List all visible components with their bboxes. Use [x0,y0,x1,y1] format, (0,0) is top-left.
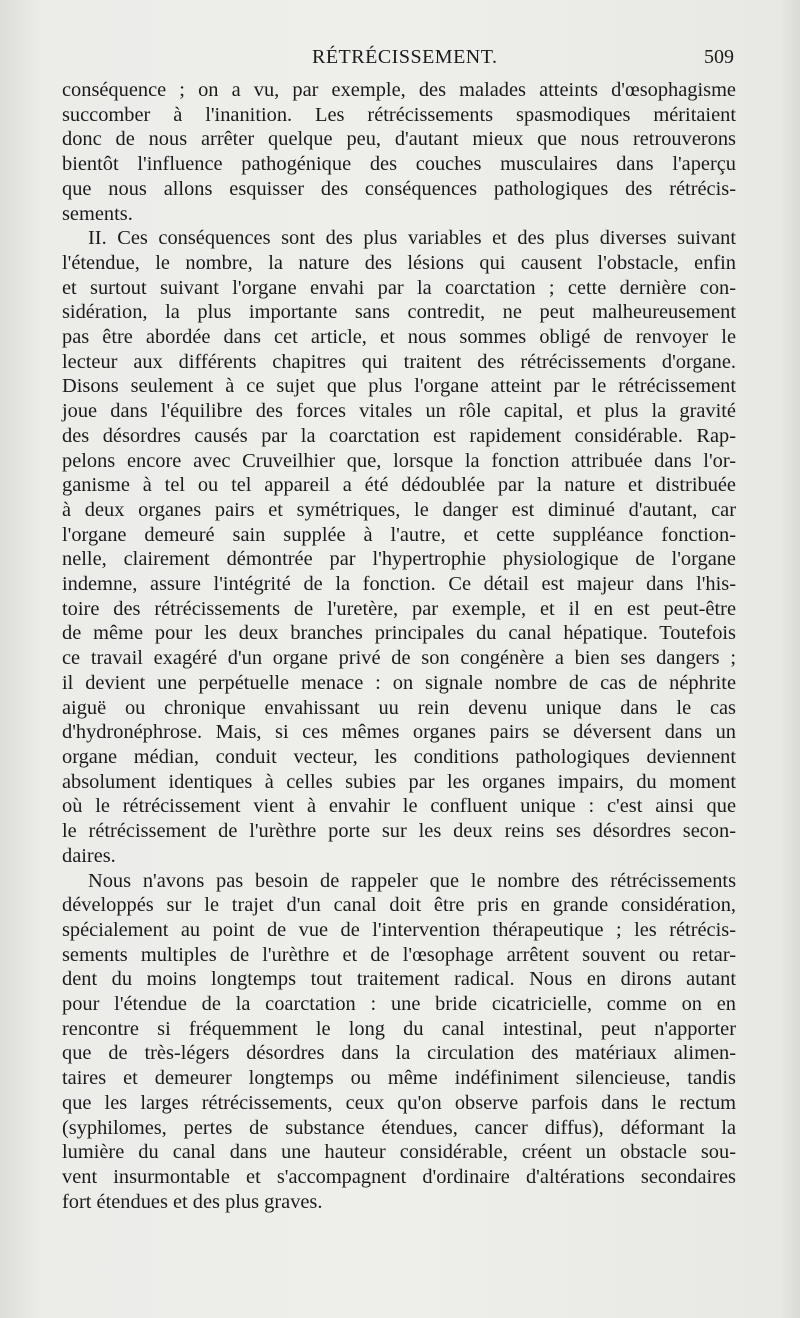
page-number: 509 [704,46,734,68]
text-line: le rétrécissement de l'urèthre porte sur les deux reins ses désordres secon- [62,820,736,843]
text-line: taires et demeurer longtemps ou même indéfiniment silencieuse, tandis [62,1067,736,1090]
text-line: des désordres causés par la coarctation est rapidement considérable. Rap- [62,424,736,447]
text-line: aiguë ou chronique envahissant uu rein devenu unique dans le cas [62,696,736,719]
text-line: l'étendue, le nombre, la nature des lésions qui causent l'obstacle, enfin [62,251,736,274]
text-line: II. Ces conséquences sont des plus variables et des plus diverses suivant [88,227,736,250]
text-line: Disons seulement à ce sujet que plus l'organe atteint par le rétrécissement [62,375,736,398]
text-line: d'hydronéphrose. Mais, si ces mêmes organes pairs se déversent dans un [62,721,736,744]
text-line: où le rétrécissement vient à envahir le confluent unique : c'est ainsi que [62,795,736,818]
page-header [62,46,734,74]
text-line: vent insurmontable et s'accompagnent d'ordinaire d'altérations secondaires [62,1165,736,1188]
text-line: il devient une perpétuelle menace : on signale nombre de cas de néphrite [62,671,736,694]
text-line: (syphilomes, pertes de substance étendues, cancer diffus), déformant la [62,1116,736,1139]
text-line: lumière du canal dans une hauteur considérable, créent un obstacle sou- [62,1141,736,1164]
text-line: de même pour les deux branches principales du canal hépatique. Toutefois [62,622,736,645]
text-line: conséquence ; on a vu, par exemple, des malades atteints d'œsophagisme [62,79,736,101]
text-line: pour l'étendue de la coarctation : une bride cicatricielle, comme on en [62,993,736,1016]
text-line: et surtout suivant l'organe envahi par la coarctation ; cette dernière con- [62,276,736,299]
text-line: bientôt l'influence pathogénique des couches musculaires dans l'aperçu [62,153,736,176]
text-line: organe médian, conduit vecteur, les conditions pathologiques deviennent [62,745,736,768]
body-text [62,78,736,1214]
text-line: fort étendues et des plus graves. [62,1190,323,1213]
text-line: dent du moins longtemps tout traitement radical. Nous en dirons autant [62,968,736,991]
paragraph-1 [62,78,736,226]
text-line: pelons encore avec Cruveilhier que, lorsque la fonction attribuée dans l'or- [62,449,736,472]
text-line: sidération, la plus importante sans contredit, ne peut malheureusement [62,301,736,324]
text-line: rencontre si fréquemment le long du canal intestinal, peut n'apporter [62,1017,736,1040]
text-line: nelle, clairement démontrée par l'hypertrophie physiologique de l'organe [62,548,736,571]
text-line: spécialement au point de vue de l'intervention thérapeutique ; les rétrécis- [62,918,736,941]
text-line: indemne, assure l'intégrité de la fonction. Ce détail est majeur dans l'his- [62,573,736,596]
text-line: sements. [62,202,133,225]
text-line: l'organe demeuré sain supplée à l'autre, et cette suppléance fonction- [62,523,736,546]
text-line: développés sur le trajet d'un canal doit être pris en grande considération, [62,894,736,917]
paragraph-2 [62,226,736,868]
text-line: ce travail exagéré d'un organe privé de son congénère a bien ses dangers ; [62,647,736,670]
text-line: que de très-légers désordres dans la circulation des matériaux alimen- [62,1042,736,1065]
text-line: donc de nous arrêter quelque peu, d'autant mieux que nous retrouverons [62,128,736,151]
text-line: Nous n'avons pas besoin de rappeler que le nombre des rétrécissements [88,869,736,892]
text-line: absolument identiques à celles subies par les organes impairs, du moment [62,770,736,793]
text-line: pas être abordée dans cet article, et nous sommes obligé de renvoyer le [62,326,736,349]
text-line: que les larges rétrécissements, ceux qu'on observe parfois dans le rectum [62,1091,736,1114]
text-line: daires. [62,844,116,867]
text-line: joue dans l'équilibre des forces vitales un rôle capital, et plus la gravité [62,400,736,423]
paragraph-3 [62,869,736,1215]
text-line: lecteur aux différents chapitres qui traitent des rétrécissements d'organe. [62,350,736,373]
text-line: à deux organes pairs et symétriques, le danger est diminué d'autant, car [62,498,736,521]
text-line: toire des rétrécissements de l'uretère, par exemple, et il en est peut-être [62,597,736,620]
text-line: sements multiples de l'urèthre et de l'œsophage arrêtent souvent ou retar- [62,943,736,966]
text-line: ganisme à tel ou tel appareil a été dédoublée par la nature et distribuée [62,474,736,497]
text-line: succomber à l'inanition. Les rétrécissements spasmodiques méritaient [62,103,736,126]
running-title: RÉTRÉCISSEMENT. [312,46,498,68]
text-line: que nous allons esquisser des conséquences pathologiques des rétrécis- [62,177,736,200]
